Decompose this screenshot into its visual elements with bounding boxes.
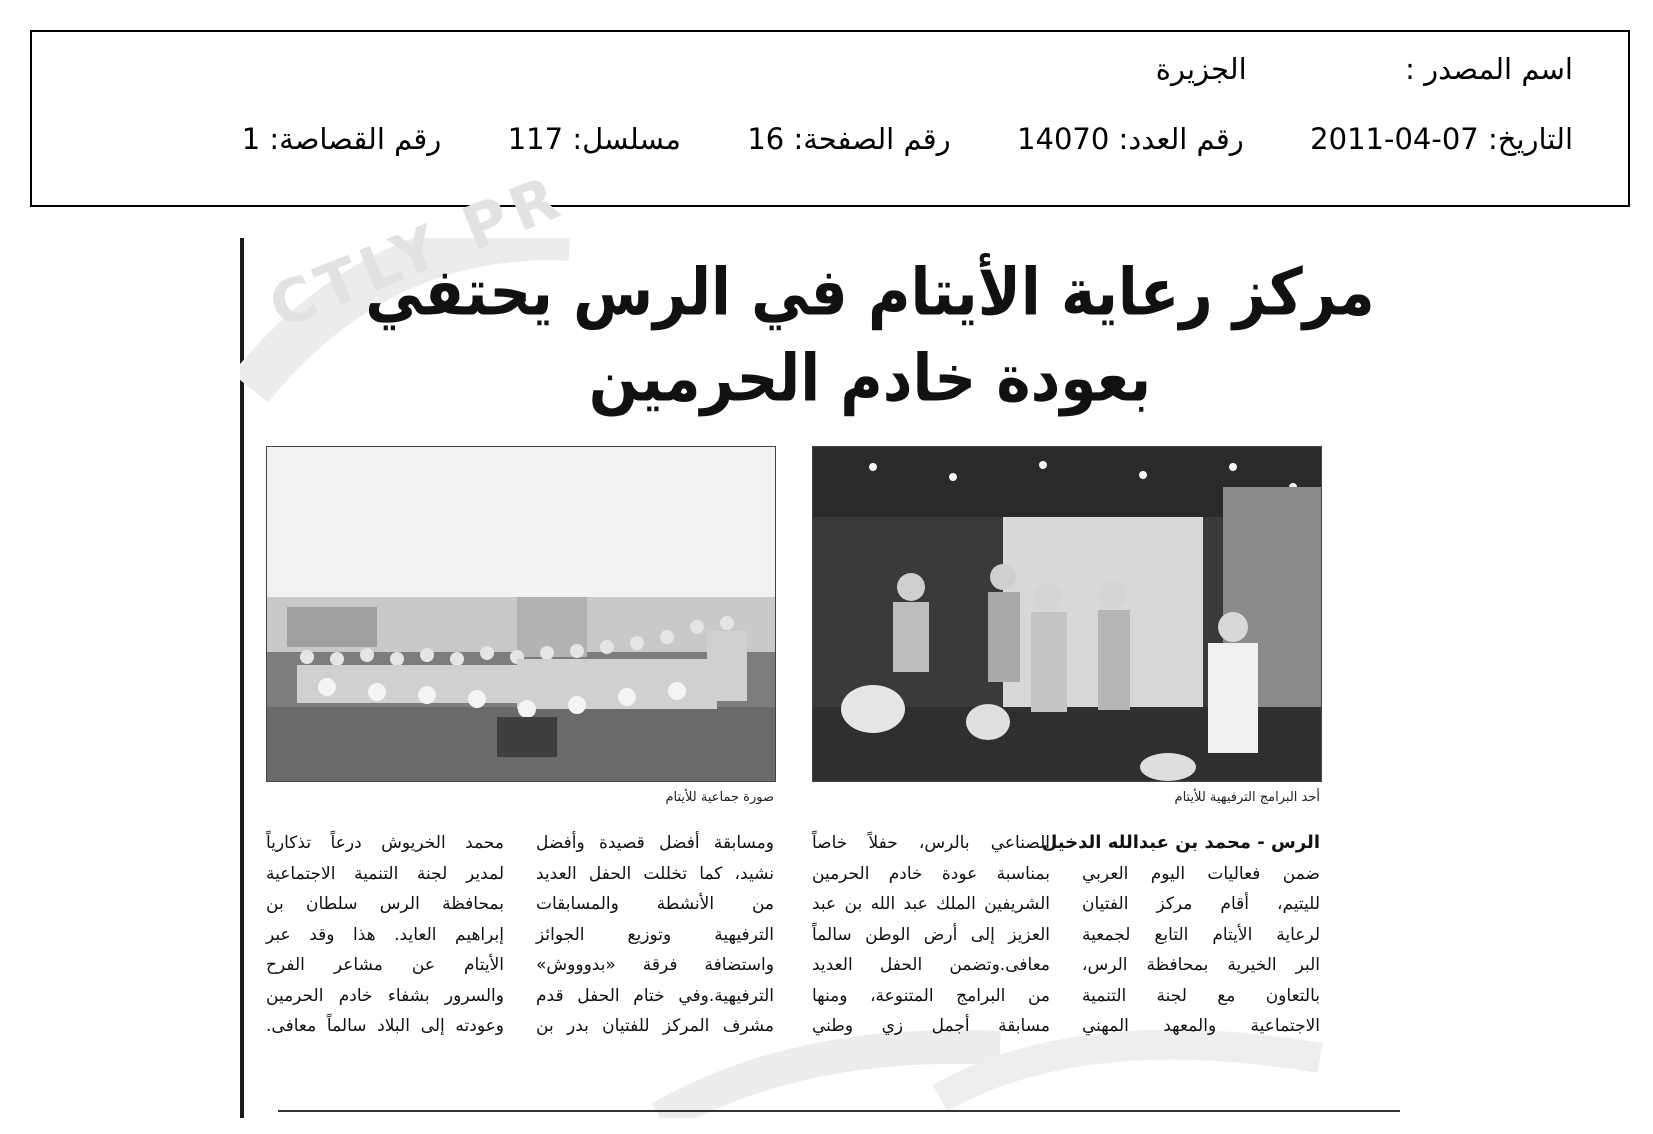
column-3-line: الترفيهية وتوزيع الجوائز xyxy=(536,924,774,945)
column-4-line: والسرور بشفاء خادم الحرمين xyxy=(266,985,504,1006)
page-value: 16 xyxy=(747,122,785,156)
photo-right-caption: أحد البرامج الترفيهية للأيتام xyxy=(1174,790,1320,805)
article-column-1 xyxy=(1041,828,1320,1042)
photo-entertainment-program xyxy=(812,446,1322,782)
column-3-line: نشيد، كما تخللت الحفل العديد xyxy=(536,863,774,884)
bottom-rule xyxy=(278,1110,1400,1112)
article-column-2 xyxy=(812,828,1050,1042)
column-3-line: واستضافة فرقة «بدوووش» xyxy=(536,955,774,975)
column-1-line: لرعاية الأيتام التابع لجمعية xyxy=(1082,924,1320,945)
column-1-line: بالتعاون مع لجنة التنمية xyxy=(1082,985,1320,1006)
byline: الرس - محمد بن عبدالله الدخيل xyxy=(1041,832,1320,853)
column-2-line: الصناعي بالرس، حفلاً خاصاً xyxy=(812,833,1050,853)
column-2-line: العزيز إلى أرض الوطن سالماً xyxy=(812,924,1050,945)
headline-line-1: مركز رعاية الأيتام في الرس يحتفي xyxy=(365,253,1375,331)
clip-label: رقم القصاصة: xyxy=(269,122,442,156)
column-1-line: البر الخيرية بمحافظة الرس، xyxy=(1082,955,1320,975)
column-3-line: ومسابقة أفضل قصيدة وأفضل xyxy=(536,833,774,853)
headline-line-2: بعودة خادم الحرمين xyxy=(588,339,1152,417)
column-4-line: محمد الخريوش درعاً تذكارياً xyxy=(266,833,504,853)
column-3-line: من الأنشطة والمسابقات xyxy=(536,894,774,914)
serial-value: 117 xyxy=(507,122,564,156)
page-label: رقم الصفحة: xyxy=(793,122,951,156)
watermark-text: CTLY PR xyxy=(260,161,574,343)
source-value: الجزيرة xyxy=(1155,52,1247,86)
column-1-line: الاجتماعية والمعهد المهني xyxy=(1082,1016,1320,1036)
column-4-line: وعودته إلى البلاد سالماً معافى. xyxy=(266,1016,504,1036)
photo-group xyxy=(266,446,776,782)
date-value: 07-04-2011 xyxy=(1310,122,1479,156)
clip-value: 1 xyxy=(241,122,261,156)
article-column-3 xyxy=(536,828,774,1042)
source-row xyxy=(1156,52,1573,86)
source-label: اسم المصدر : xyxy=(1405,52,1573,86)
date-label: التاريخ: xyxy=(1487,122,1573,156)
column-4-line: بمحافظة الرس سلطان بن xyxy=(266,894,504,914)
clipping-metadata-box xyxy=(30,30,1630,207)
serial-label: مسلسل: xyxy=(572,122,681,156)
column-2-line: مسابقة أجمل زي وطني xyxy=(812,1016,1050,1036)
column-4-line: لمدير لجنة التنمية الاجتماعية xyxy=(266,863,504,884)
photo-left-caption: صورة جماعية للأيتام xyxy=(665,790,774,805)
column-2-line: معافى.وتضمن الحفل العديد xyxy=(812,955,1050,975)
column-1-line: ضمن فعاليات اليوم العربي xyxy=(1082,863,1320,884)
column-4-line: الأيتام عن مشاعر الفرح xyxy=(266,955,504,975)
issue-label: رقم العدد: xyxy=(1118,122,1244,156)
column-2-line: الشريفين الملك عبد الله بن عبد xyxy=(812,894,1050,914)
column-3-line: الترفيهية.وفي ختام الحفل قدم xyxy=(536,985,774,1006)
article-column-4 xyxy=(266,828,504,1042)
column-2-line: من البرامج المتنوعة، ومنها xyxy=(812,985,1050,1006)
newspaper-clipping xyxy=(240,161,1400,1118)
column-4-line: إبراهيم العايد. هذا وقد عبر xyxy=(266,924,504,945)
issue-value: 14070 xyxy=(1017,122,1110,156)
column-2-line: بمناسبة عودة خادم الحرمين xyxy=(812,863,1050,884)
details-row xyxy=(242,122,1573,156)
column-3-line: مشرف المركز للفتيان بدر بن xyxy=(536,1016,774,1036)
column-1-line: لليتيم، أقام مركز الفتيان xyxy=(1082,894,1320,914)
